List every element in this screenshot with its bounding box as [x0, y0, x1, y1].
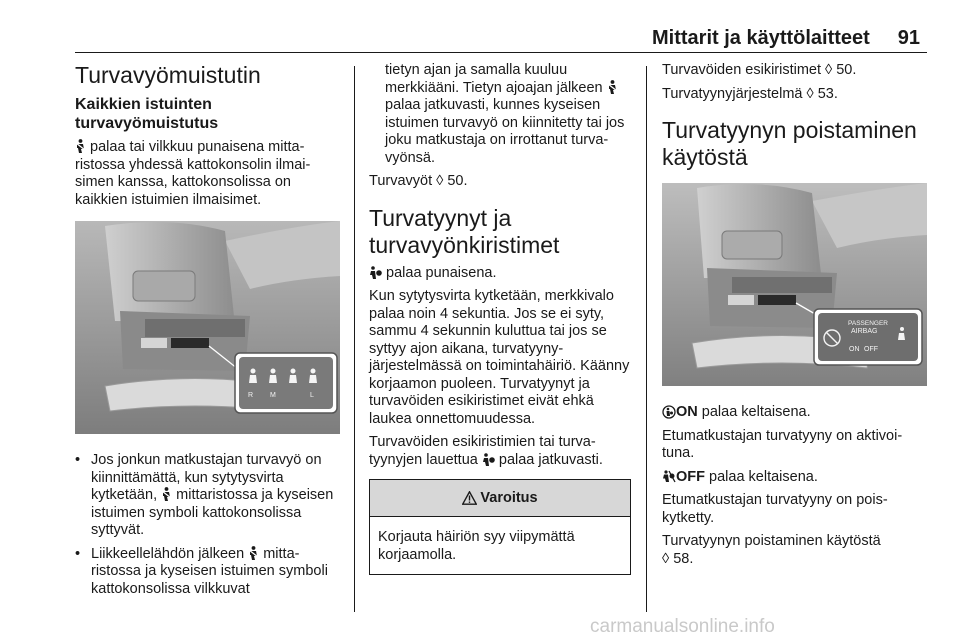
header-rule	[75, 52, 927, 53]
airbag-panel-photo	[662, 183, 927, 386]
running-header: Mittarit ja käyttölaitteet	[652, 27, 870, 49]
seatbelt-warning-icon	[607, 80, 618, 95]
airbag-paragraph-1: palaa punaisena.	[369, 265, 631, 283]
column-1	[75, 62, 340, 604]
photo-panel-off: OFF	[864, 346, 878, 353]
seatbelt-paragraph: palaa tai vilkkuu punaisena mittaristossa yhdessä kattokonsolin ilmaisimen kanssa, kattokonsolissa on kaikkien istuimien ilmaisimet.	[75, 139, 311, 208]
page-number: 91	[897, 27, 920, 49]
bullet-continuation: tietyn ajan ja samalla kuuluu merkkiääni. Tietyn ajoajan jälkeen palaa jatkuvasti, kunnes kyseisen istuimen turvavyö on kiinnitetty tai jos joku matkustaja on irrottanut turvavyönsä.	[385, 62, 625, 166]
roof-console-photo	[75, 221, 340, 434]
column-2	[369, 62, 631, 575]
seatbelt-warning-icon	[248, 546, 259, 561]
photo-panel-passenger: PASSENGER	[848, 320, 888, 327]
section-title-airbag-deactivation: Turvatyynyn poistaminen käytöstä	[662, 117, 917, 170]
section-title-seatbelt-reminder: Turvavyömuistutin	[75, 62, 261, 88]
seatbelt-warning-icon	[75, 139, 86, 154]
airbag-on-icon	[662, 405, 676, 419]
airbag-off-icon	[662, 470, 676, 484]
cross-reference-pretensioners[interactable]: Turvavöiden esikiristimet ◊ 50.	[662, 62, 857, 78]
subtitle-line-2: turvavyömuistutus	[75, 115, 219, 132]
warning-text: Korjauta häiriön syy viipymättä korjaamolla.	[378, 529, 575, 563]
section-title-airbags: Turvatyynyt ja turvavyönkiristimet	[369, 204, 560, 258]
airbag-on-line: ON palaa keltaisena.	[662, 404, 927, 422]
warning-body	[370, 517, 630, 574]
column-3	[662, 62, 927, 574]
airbag-paragraph-3: Turvavöiden esikiristimien tai turvatyynyjen lauettua palaa jatkuvasti.	[369, 434, 603, 468]
photo-label-m: M	[270, 392, 276, 399]
subsection-title	[75, 95, 340, 133]
photo-label-l: L	[310, 392, 314, 399]
airbag-warning-icon	[482, 453, 495, 467]
bullet-item-1: • Jos jonkun matkustajan turvavyö on kiinnittämättä, kun sytytysvirta kytketään, mittaristossa ja kyseisen istuimen symboli kattokonsolissa syttyvät.	[75, 452, 340, 540]
warning-header	[370, 480, 630, 517]
warning-title: Varoitus	[480, 490, 538, 506]
airbag-paragraph-2: Kun sytytysvirta kytketään, merkkivalo palaa noin 4 sekuntia. Jos se ei syty, sammu 4 sekunnin kuluttua tai jos se syttyy ajon aikana, turvatyynyjärjestelmässä on toimintahäiriö. Käänny korjaamon puoleen. Turvatyynyt ja turvavöiden esikiristimet eivät ehkä laukea onnettomuudessa.	[369, 288, 630, 427]
airbag-off-line: OFF palaa keltaisena.	[662, 469, 927, 487]
bullet-item-2: • Liikkeellelähdön jälkeen mittaristossa ja kyseisen istuimen symboli kattokonsolissa vilkkuvat	[75, 546, 340, 599]
cross-reference-seatbelts[interactable]: Turvavyöt ◊ 50.	[369, 173, 468, 189]
seatbelt-bullet-list	[75, 452, 340, 598]
airbag-warning-icon	[369, 266, 382, 280]
column-divider-right	[646, 66, 647, 612]
subtitle-line-1: Kaikkien istuinten	[75, 96, 212, 113]
photo-label-r: R	[248, 392, 254, 399]
cross-reference-airbag-deactivation[interactable]: Turvatyynyn poistaminen käytöstä ◊ 58.	[662, 533, 881, 567]
seatbelt-warning-icon	[161, 487, 172, 502]
column-divider-left	[354, 66, 355, 612]
airbag-off-description: Etumatkustajan turvatyyny on poiskytketty.	[662, 492, 888, 526]
warning-box	[369, 479, 631, 575]
watermark: carmanualsonline.info	[590, 616, 775, 637]
photo-panel-on: ON	[849, 346, 860, 353]
cross-reference-airbag-system[interactable]: Turvatyynyjärjestelmä ◊ 53.	[662, 85, 838, 102]
photo-panel-airbag: AIRBAG	[851, 328, 878, 335]
warning-triangle-icon	[462, 491, 477, 505]
airbag-on-description: Etumatkustajan turvatyyny on aktivoituna.	[662, 427, 903, 461]
